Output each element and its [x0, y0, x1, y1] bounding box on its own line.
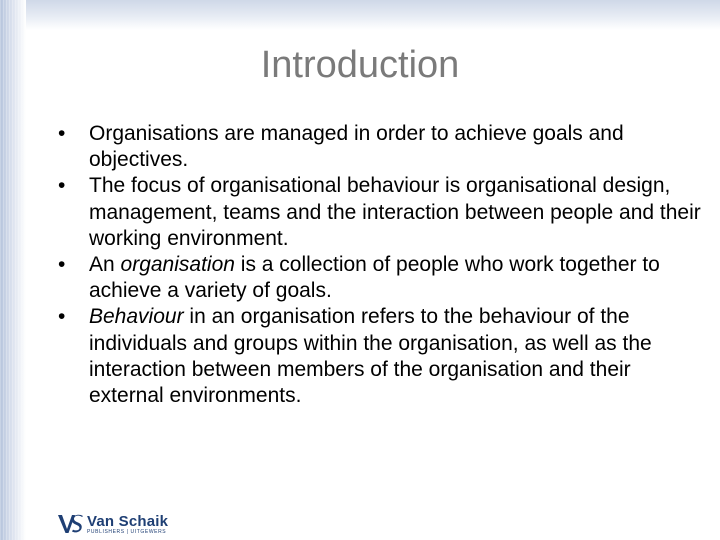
publisher-logo [58, 510, 168, 538]
bullet-item [58, 304, 708, 409]
bullet-list [58, 121, 708, 409]
bullet-dot: • [58, 305, 66, 329]
top-gradient-band [0, 0, 720, 30]
bullet-emphasis: organisation [120, 253, 235, 277]
bullet-text: is a collection of people who work together to achieve a variety of goals. [89, 253, 660, 303]
bullet-dot: • [58, 174, 66, 198]
bullet-text: The focus of organisational behaviour is organisational design, management, teams and the interaction between people and their working environment. [89, 174, 701, 250]
logo-name: Van Schaik [87, 512, 169, 530]
logo-text [87, 514, 168, 535]
bullet-item [58, 252, 708, 304]
bullet-text: in an organisation refers to the behaviour of the individuals and groups within the organisation, as well as the interaction between members of the organisation and their external environments. [89, 305, 652, 408]
bullet-text: Organisations are managed in order to achieve goals and objectives. [89, 122, 624, 172]
slide-title: Introduction [260, 44, 460, 86]
bullet-dot: • [58, 122, 66, 145]
bullet-dot: • [58, 253, 66, 277]
bullet-item [58, 173, 708, 252]
bullet-item [58, 121, 708, 173]
logo-subtitle: PUBLISHERS | UITGEWERS [87, 528, 167, 535]
bullet-emphasis: Behaviour [89, 305, 184, 329]
bullet-text: An [89, 253, 121, 277]
vs-monogram-icon [58, 513, 84, 535]
